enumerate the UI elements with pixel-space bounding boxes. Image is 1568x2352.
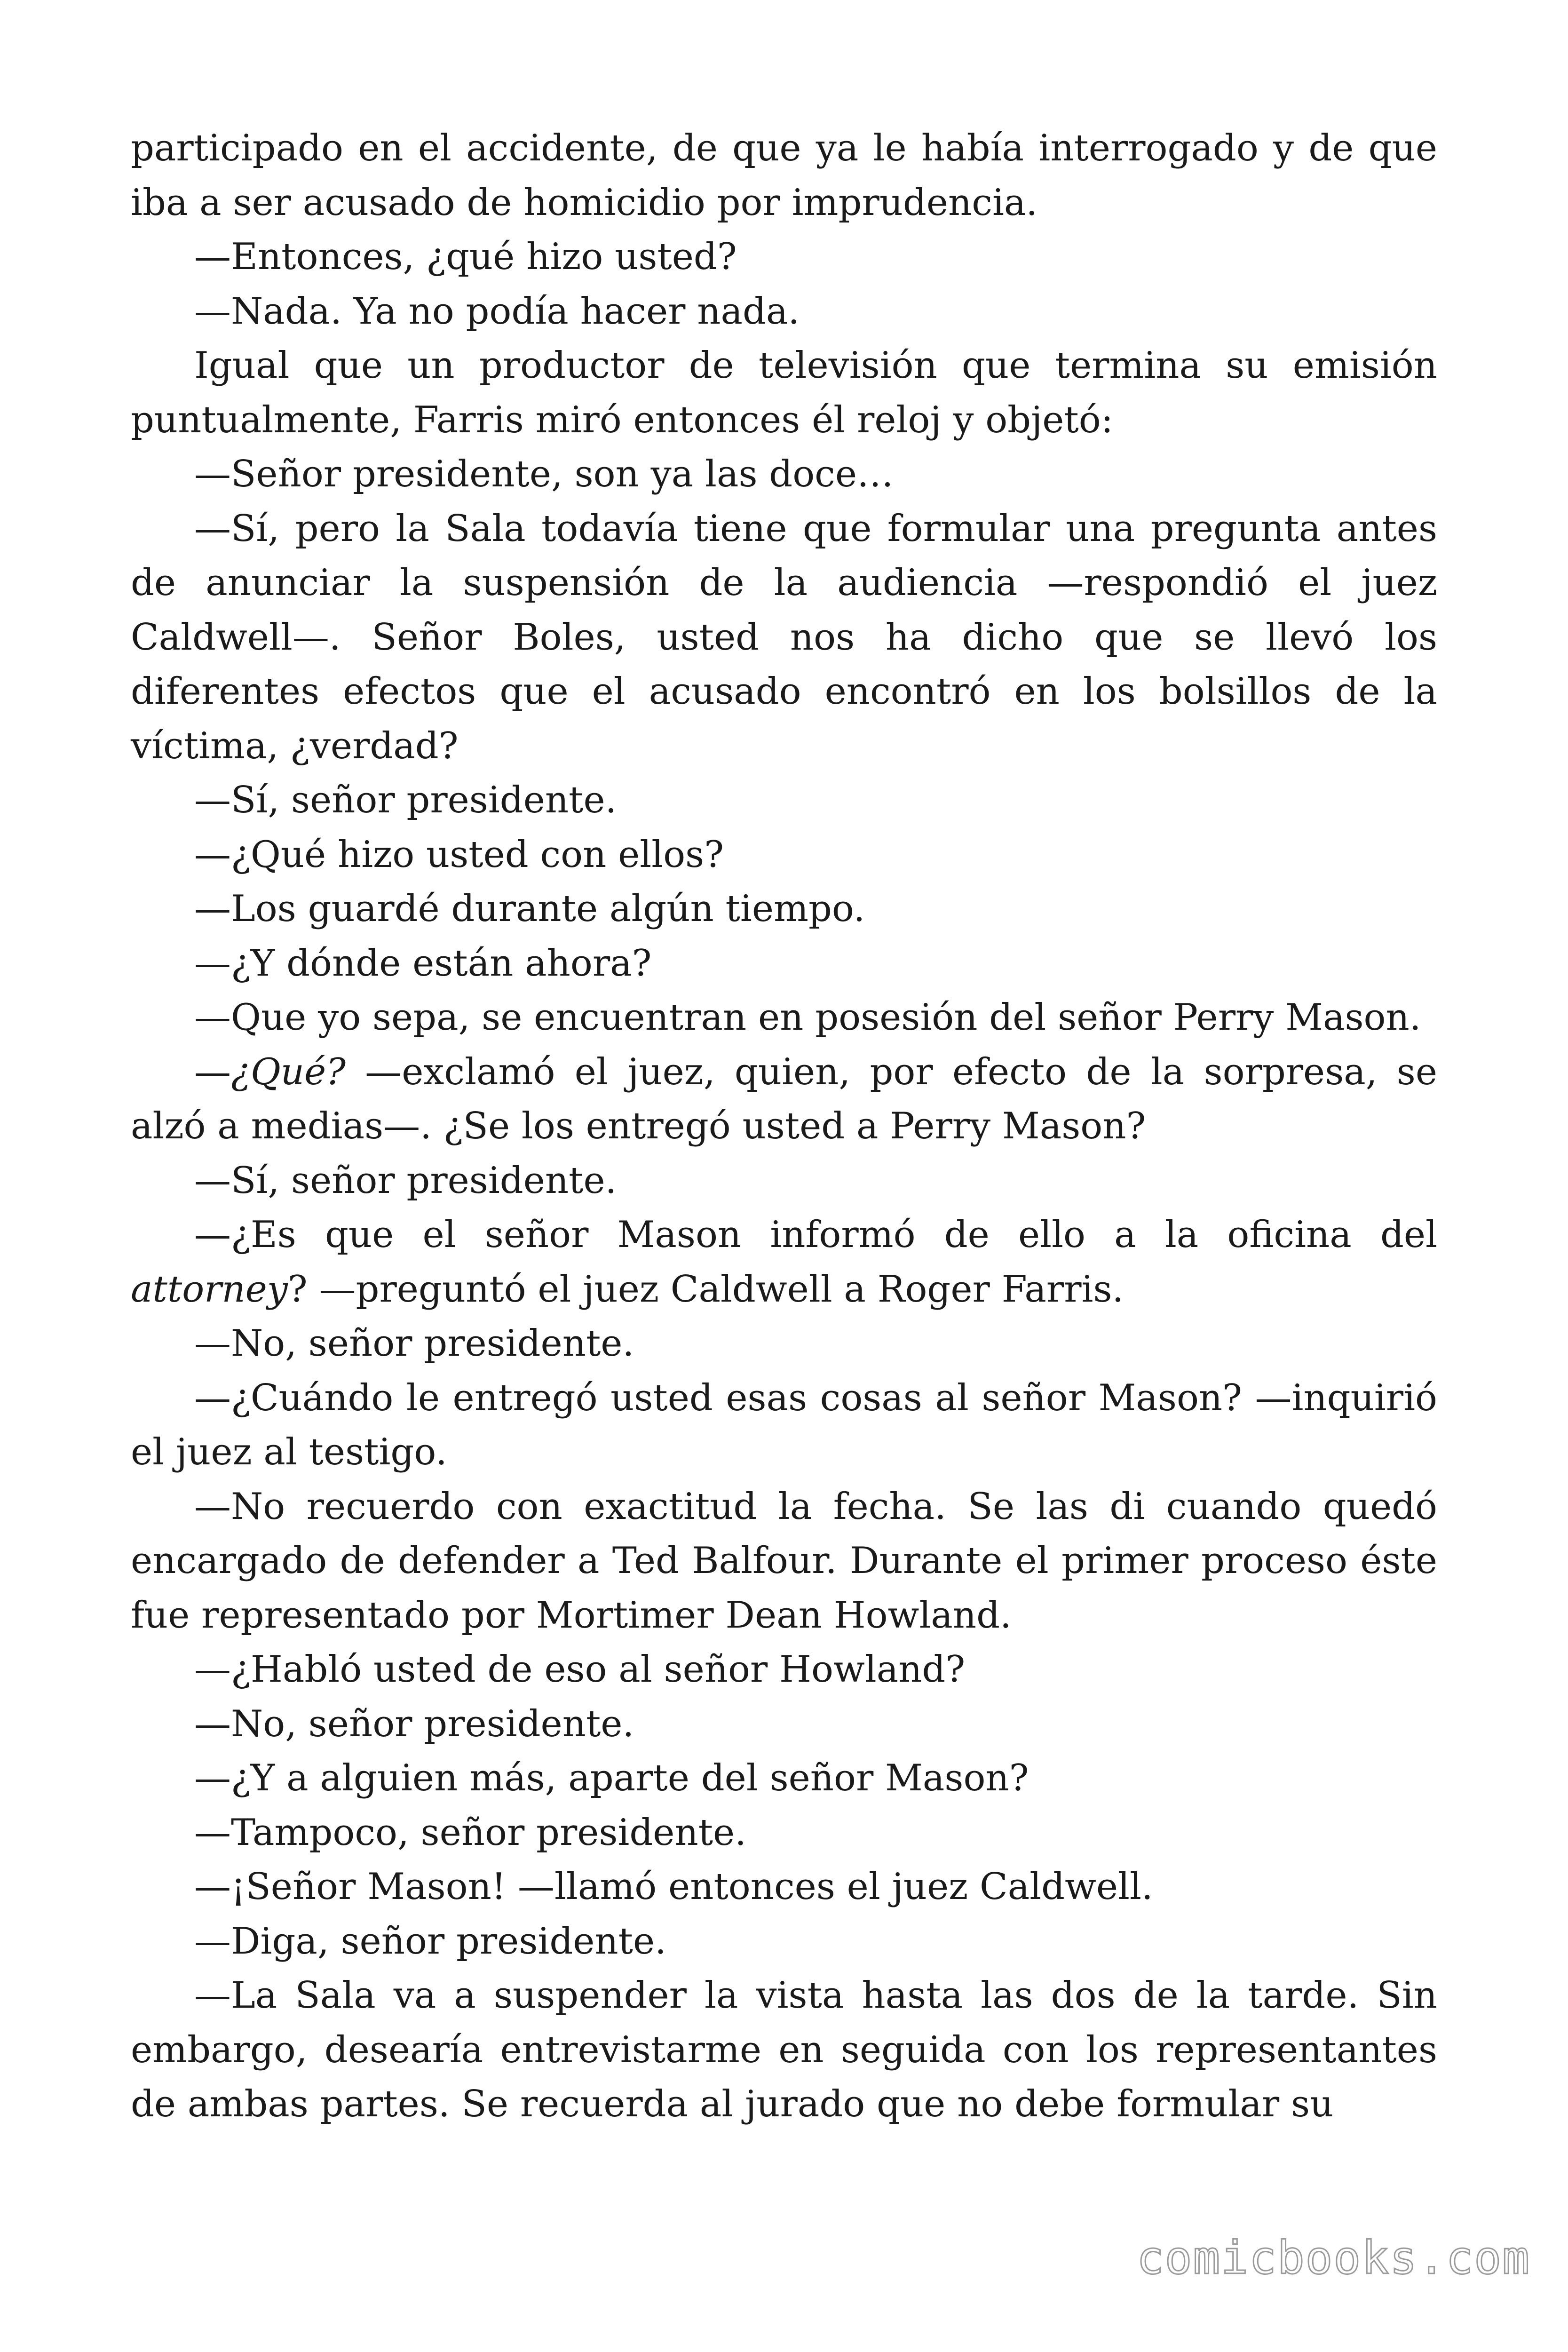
paragraph — [131, 230, 1437, 285]
paragraph — [131, 1317, 1437, 1371]
italic-text: attorney — [131, 1268, 288, 1311]
text-run: participado en el accidente, de que ya le había interrogado y de que iba a ser acusado de homicidio por imprudencia. — [131, 127, 1437, 224]
paragraph — [131, 882, 1437, 937]
text-run: —No, señor presidente. — [194, 1702, 634, 1745]
text-run: —¿Cuándo le entregó usted esas cosas al señor Mason? —inquirió el juez al testigo. — [131, 1376, 1437, 1473]
text-run: —Entonces, ¿qué hizo usted? — [194, 236, 737, 278]
paragraph — [131, 991, 1437, 1045]
paragraph — [131, 1208, 1437, 1317]
body-text — [131, 121, 1437, 2132]
text-run: —Que yo sepa, se encuentran en posesión del señor Perry Mason. — [194, 996, 1421, 1039]
text-run: —¡Señor Mason! —llamó entonces el juez Caldwell. — [194, 1866, 1153, 1908]
text-run: —Sí, señor presidente. — [194, 779, 617, 821]
paragraph — [131, 773, 1437, 828]
text-run: Igual que un productor de televisión que termina su emisión puntualmente, Farris miró entonces él reloj y objetó: — [131, 344, 1437, 441]
paragraph — [131, 1045, 1437, 1154]
text-run: — — [194, 1050, 231, 1093]
text-run: —¿Es que el señor Mason informó de ello a la oficina del — [194, 1214, 1437, 1256]
text-run: —exclamó el juez, quien, por efecto de la sorpresa, se alzó a medias—. ¿Se los entregó usted a Perry Mason? — [131, 1050, 1437, 1147]
paragraph — [131, 937, 1437, 991]
text-run: —Nada. Ya no podía hacer nada. — [194, 290, 800, 333]
text-run: —¿Y a alguien más, aparte del señor Mason? — [194, 1757, 1029, 1799]
paragraph — [131, 1751, 1437, 1806]
paragraph — [131, 502, 1437, 774]
italic-text: ¿Qué? — [231, 1050, 346, 1093]
text-run: —¿Qué hizo usted con ellos? — [194, 833, 724, 876]
paragraph — [131, 1643, 1437, 1697]
paragraph — [131, 447, 1437, 502]
paragraph — [131, 1697, 1437, 1752]
text-run: —¿Y dónde están ahora? — [194, 942, 652, 985]
paragraph — [131, 1154, 1437, 1208]
paragraph — [131, 121, 1437, 230]
paragraph — [131, 1480, 1437, 1643]
text-run: —Señor presidente, son ya las doce… — [194, 453, 894, 495]
paragraph — [131, 339, 1437, 447]
site-watermark: comicbooks.com — [1136, 2232, 1530, 2284]
text-run: —No, señor presidente. — [194, 1322, 634, 1365]
text-run: —Tampoco, señor presidente. — [194, 1811, 746, 1854]
text-run: —Los guardé durante algún tiempo. — [194, 888, 865, 930]
text-run: —No recuerdo con exactitud la fecha. Se las di cuando quedó encargado de defender a Ted Balfour. Durante el primer proceso éste fue representado por Mortimer Dean Howland. — [131, 1485, 1437, 1637]
text-run: —La Sala va a suspender la vista hasta las dos de la tarde. Sin embargo, desearía entrevistarme en seguida con los representantes de ambas partes. Se recuerda al jurado que no debe formular su — [131, 1974, 1437, 2125]
text-run: ? —preguntó el juez Caldwell a Roger Farris. — [287, 1268, 1124, 1311]
paragraph — [131, 1969, 1437, 2132]
text-run: —¿Habló usted de eso al señor Howland? — [194, 1648, 966, 1691]
paragraph — [131, 1860, 1437, 1915]
paragraph — [131, 1371, 1437, 1480]
paragraph — [131, 285, 1437, 339]
text-run: —Sí, pero la Sala todavía tiene que formular una pregunta antes de anunciar la suspensión de la audiencia —respondió el juez Caldwell—. Señor Boles, usted nos ha dicho que se llevó los diferentes efectos que el acusado encontró en los bolsillos de la víctima, ¿verdad? — [131, 507, 1437, 767]
paragraph — [131, 1806, 1437, 1860]
paragraph — [131, 828, 1437, 882]
text-run: —Sí, señor presidente. — [194, 1159, 617, 1202]
paragraph — [131, 1915, 1437, 1969]
text-run: —Diga, señor presidente. — [194, 1920, 666, 1963]
